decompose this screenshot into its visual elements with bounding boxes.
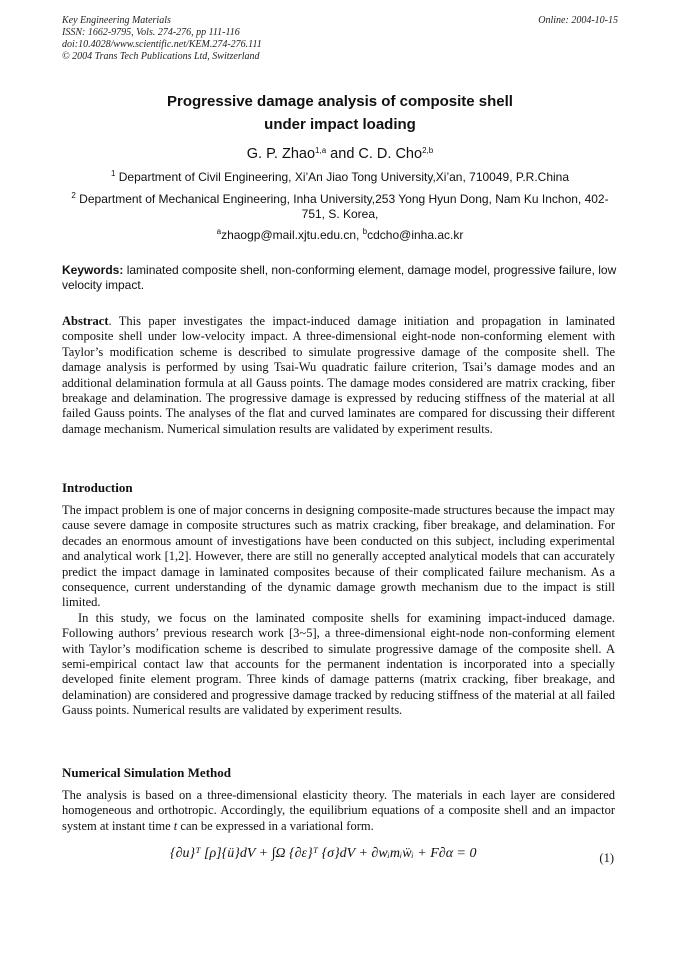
email-a-marker: a: [216, 227, 222, 236]
equation-1-number: (1): [599, 851, 614, 865]
keywords-label: Keywords:: [62, 263, 124, 277]
author-1: G. P. Zhao: [246, 146, 316, 162]
copyright-line: © 2004 Trans Tech Publications Ltd, Switzerland: [62, 51, 260, 62]
numerical-paragraph-part-2: can be expressed in a variational form.: [177, 818, 374, 833]
author-conjunction: and: [326, 146, 359, 162]
journal-header: [62, 15, 618, 63]
abstract-label: Abstract: [62, 314, 109, 328]
affiliation-1: [62, 170, 618, 185]
time-variable: t: [173, 818, 178, 833]
abstract-text: . This paper investigates the impact-induced damage initiation and propagation in laminated composite shell under low-velocity impact. A three-dimensional eight-node non-conforming element with Taylor’s modification scheme is described to simulate progressive damage of the composite shell. The damage analysis is performed by using Tsai-Wu quadratic failure criterion, Tsai’s damage modes and an additional delamination formula at all Gauss points. The damage modes considered are matrix cracking, fiber breakage and delamination. The progressive damage is expressed by reducing stiffness of the material at all failed Gauss points. The analyses of the flat and curved laminates are compared for discussing their different damage mechanism. Numerical simulation results are validated by experiment results.: [62, 314, 615, 436]
numerical-method-heading: Numerical Simulation Method: [62, 765, 231, 780]
affiliation-1-number: 1: [110, 169, 116, 178]
author-2: C. D. Cho: [358, 146, 423, 162]
title-line-1: Progressive damage analysis of composite shell: [167, 93, 513, 110]
doi-line: doi:10.4028/www.scientific.net/KEM.274-276.111: [62, 39, 262, 50]
abstract: [62, 314, 615, 437]
email-b-marker: b: [362, 227, 368, 236]
author-list: [62, 145, 618, 163]
introduction-paragraph-1: The impact problem is one of major concerns in designing composite-made structures because the impact may cause severe damage in composite structures such as matrix cracking, fiber breakage, and delamination. For decades an enormous amount of investigations have been conducted on this subject, including experimental and analytical work [1,2]. However, there are still no generally accepted analytical models that can accurately predict the impact damage in laminated composites because of their complicated failure mechanism. As a consequence, current understanding of the dynamic damage growth mechanism due to the impact is still limited.: [62, 503, 615, 610]
email-a: zhaogp@mail.xjtu.edu.cn,: [221, 228, 363, 242]
keywords: [62, 263, 618, 293]
affiliation-2-text: Department of Mechanical Engineering, Inha University,253 Yong Hyun Dong, Nam Ku Inchon, 402-751, S. Korea,: [75, 192, 609, 221]
introduction-paragraph-2: In this study, we focus on the laminated composite shells for examining impact-induced damage. Following authors’ previous research work [3~5], a three-dimensional eight-node non-conforming element with Taylor’s modification scheme is described to simulate progressive damage of the composite shell. A semi-empirical contact law that accounts for the permanent indentation is incorporated into a specially developed finite element program. Three kinds of damage patterns (matrix cracking, fiber breakage, and delamination) are considered and progressive damage tracked by reducing stiffness of the material at all failed Gauss points. Numerical results are validated by experiment results.: [62, 610, 615, 718]
journal-name: Key Engineering Materials: [62, 15, 171, 26]
equation-1: {∂u}ᵀ [ρ]{ü}dV + ∫Ω {∂ε}ᵀ {σ}dV + ∂wᵢmᵢẅᵢ + F∂α = 0: [170, 846, 477, 861]
online-date: Online: 2004-10-15: [538, 15, 618, 26]
introduction-heading: Introduction: [62, 480, 133, 495]
author-1-affiliation: 1,a: [315, 146, 327, 155]
paper-title: [62, 90, 618, 136]
introduction-body: [62, 503, 615, 719]
affiliation-1-text: Department of Civil Engineering, Xi’An Jiao Tong University,Xi’an, 710049, P.R.China: [115, 170, 570, 184]
issn-line: ISSN: 1662-9795, Vols. 274-276, pp 111-116: [62, 27, 240, 38]
author-2-affiliation: 2,b: [422, 146, 434, 155]
affiliation-2-number: 2: [71, 191, 76, 200]
numerical-paragraph-part-1: The analysis is based on a three-dimensional elasticity theory. The materials in each layer are considered homogeneous and orthotropic. Accordingly, the equilibrium equations of a composite shell and an impactor system at instant time: [62, 788, 615, 833]
author-emails: [62, 228, 618, 243]
numerical-method-body: [62, 788, 615, 834]
affiliation-2: [62, 192, 618, 222]
keywords-text: laminated composite shell, non-conforming element, damage model, progressive failure, low velocity impact.: [62, 263, 617, 292]
email-b: cdcho@inha.ac.kr: [367, 228, 464, 242]
title-line-2: under impact loading: [264, 116, 416, 133]
